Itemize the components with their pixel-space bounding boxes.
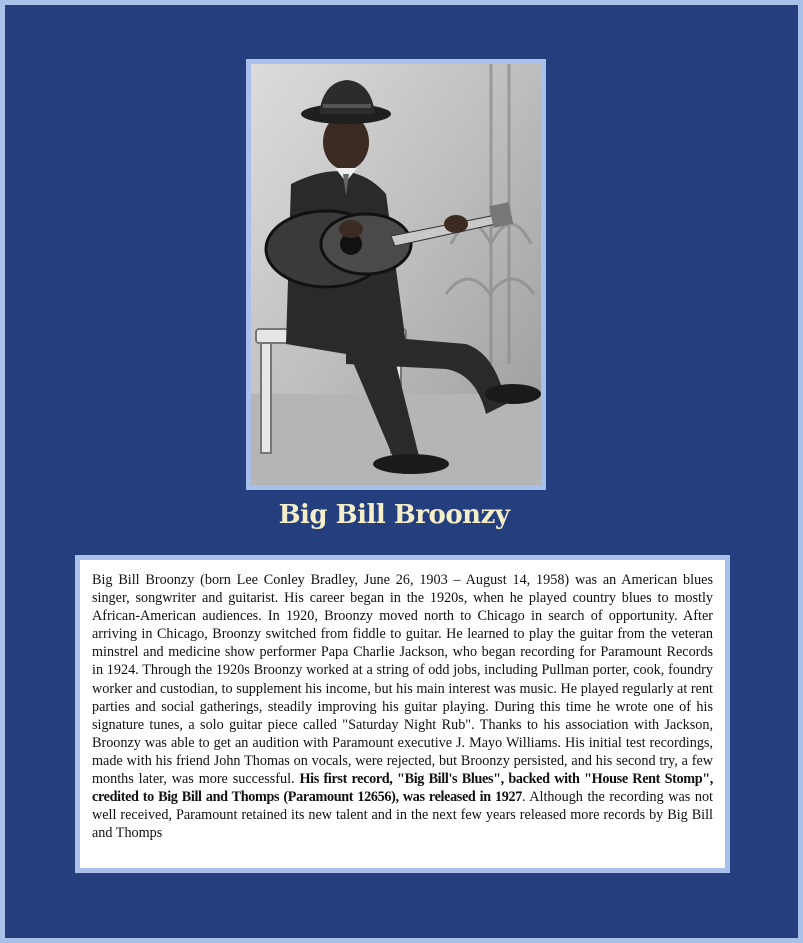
- biography-box: [75, 555, 730, 873]
- biography-text: [92, 571, 713, 842]
- portrait-photo-image: [251, 64, 541, 485]
- biography-text-outro: . Although the recording was not well received, Paramount retained its new talent and in the next few years released more records by Big Bill and Thomps: [92, 789, 713, 842]
- page-title: Big Bill Broonzy: [278, 500, 510, 530]
- portrait-photo: [246, 59, 546, 490]
- biography-text-highlight: His first record, "Big Bill's Blues", backed with "House Rent Stomp", credited to Big Bill and Thomps (Paramount 12656), was released in 1927: [92, 771, 713, 806]
- page-panel: [5, 5, 798, 938]
- biography-text-intro: Big Bill Broonzy (born Lee Conley Bradley, June 26, 1903 – August 14, 1958) was an American blues singer, songwriter and guitarist. His career began in the 1920s, when he played country blues to mostly African-American audiences. In 1920, Broonzy moved north to Chicago in search of opportunity. After arriving in Chicago, Broonzy switched from fiddle to guitar. He learned to play the guitar from the veteran minstrel and medicine show performer Papa Charlie Jackson, who began recording for Paramount Records in 1924. Through the 1920s Broonzy worked at a string of odd jobs, including Pullman porter, cook, foundry worker and custodian, to supplement his income, but his main interest was music. He played regularly at rent parties and social gatherings, steadily improving his guitar playing. During this time he wrote one of his signature tunes, a solo guitar piece called "Saturday Night Rub". Thanks to his association with Jackson, Broonzy was able to get an audition with Paramount executive J. Mayo Williams. His initial test recordings, made with his friend John Thomas on vocals, were rejected, but Broonzy persisted, and his second try, a few months later, was more successful.: [92, 572, 713, 788]
